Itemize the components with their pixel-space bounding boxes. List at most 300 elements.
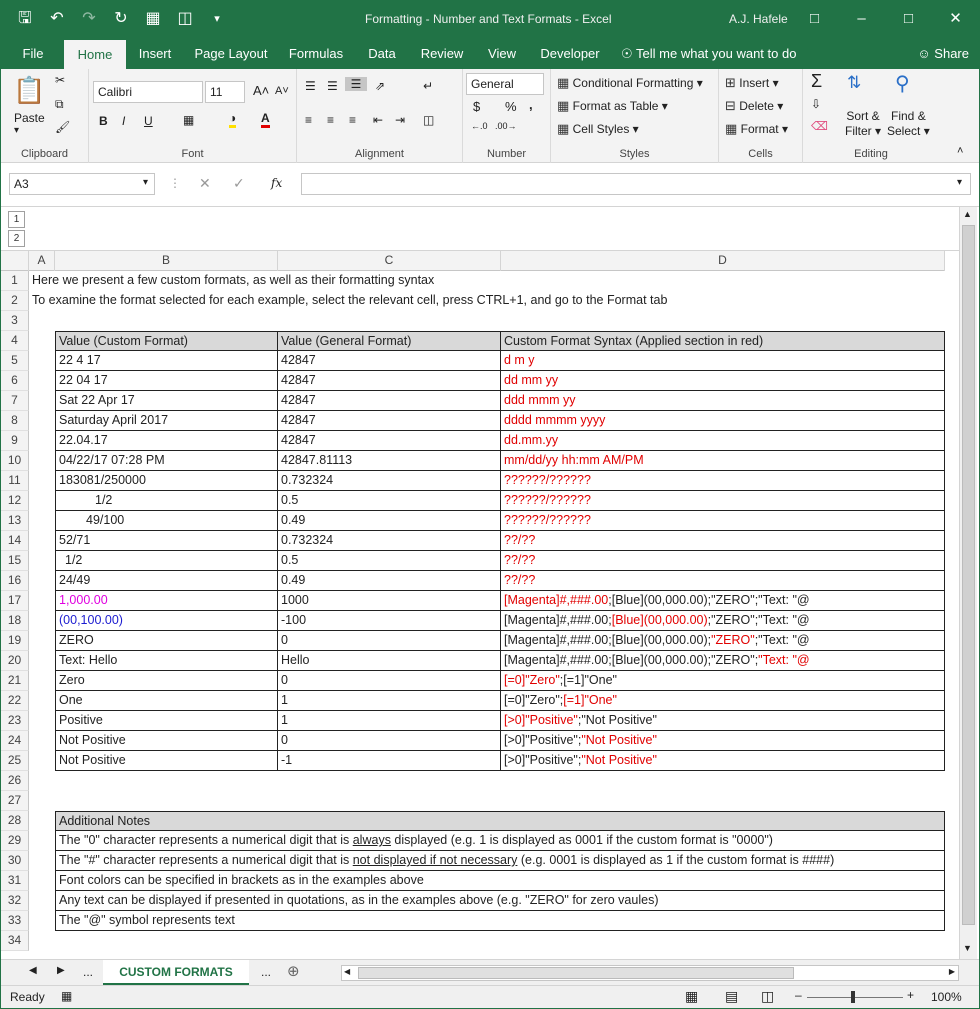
cell-c23[interactable]: 1: [278, 711, 501, 731]
row-header[interactable]: 20: [1, 651, 29, 671]
decrease-decimal-icon[interactable]: .00→: [495, 121, 517, 131]
format-cells-icon: ▦: [725, 121, 738, 136]
minimize-icon[interactable]: –: [857, 10, 866, 27]
cell-b18[interactable]: [55, 611, 278, 631]
syntax-segment: ;"ZERO";"Text: "@: [707, 613, 810, 627]
zoom-slider[interactable]: [807, 997, 903, 998]
paste-icon[interactable]: 📋: [13, 75, 46, 105]
cell-d18[interactable]: [501, 611, 945, 631]
bold-button[interactable]: B: [99, 114, 108, 128]
cell-value: 1/2: [95, 493, 113, 507]
tab-home[interactable]: Home: [64, 39, 126, 69]
macro-record-icon[interactable]: ▦: [61, 989, 73, 1003]
status-ready: Ready: [10, 990, 45, 1004]
user-name[interactable]: A.J. Hafele: [729, 12, 788, 26]
align-left-icon[interactable]: ≡: [305, 113, 313, 127]
cell-d15[interactable]: ??/??: [501, 551, 945, 571]
cell-d12[interactable]: ??????/??????: [501, 491, 945, 511]
find-label: Find &: [891, 109, 926, 123]
delete-cells-label: Delete: [739, 99, 774, 113]
undo-icon[interactable]: ↶: [50, 10, 64, 27]
format-cells-button[interactable]: ▦ Format ▾: [725, 121, 789, 136]
worksheet: [1, 207, 979, 959]
tab-review[interactable]: Review: [420, 46, 464, 61]
paste-button[interactable]: Paste: [14, 111, 45, 125]
editing-group: [803, 69, 939, 163]
redo-icon[interactable]: ↷: [82, 10, 96, 27]
formula-bar: [1, 163, 979, 207]
cell-b13[interactable]: [55, 511, 278, 531]
increase-decimal-icon[interactable]: ←.0: [471, 121, 488, 131]
cell-value: Text: Hello: [59, 653, 118, 667]
cell-d19[interactable]: [501, 631, 945, 651]
horizontal-scroll-thumb[interactable]: [358, 967, 794, 979]
tab-page-layout[interactable]: Page Layout: [194, 46, 268, 61]
row-header[interactable]: 4: [1, 331, 29, 351]
form-icon[interactable]: ▦: [145, 10, 161, 27]
cell-b4[interactable]: [55, 331, 278, 351]
syntax-segment: "Text: "@: [758, 653, 810, 667]
alignment-group: [297, 69, 463, 163]
cells-group: [719, 69, 803, 163]
sheet-tab-bar: [1, 959, 979, 985]
cell-c9[interactable]: 42847: [278, 431, 501, 451]
orientation-icon[interactable]: ⇗: [375, 79, 386, 93]
note-segment: The "0" character represents a numerical digit that is: [59, 833, 353, 847]
cell-c11[interactable]: 0.732324: [278, 471, 501, 491]
window-controls: [791, 1, 979, 39]
cell-value: (00,100.00): [59, 613, 123, 627]
column-headers: [1, 251, 945, 271]
format-as-table-label: Format as Table: [572, 99, 659, 113]
outline-bar: [1, 207, 959, 251]
row-header[interactable]: 11: [1, 471, 29, 491]
person-icon: ☺: [917, 46, 935, 61]
fill-color-icon[interactable]: ◑: [229, 111, 236, 128]
clipboard-group: [1, 69, 89, 163]
middle-align-icon[interactable]: ☰: [327, 79, 338, 93]
tell-me-box[interactable]: [621, 39, 801, 69]
cell-value: Saturday April 2017: [59, 413, 169, 427]
format-as-table-button[interactable]: ▦ Format as Table ▾: [557, 98, 668, 113]
cell-c19[interactable]: 0: [278, 631, 501, 651]
name-box[interactable]: A3: [9, 173, 155, 195]
customize-qat-icon[interactable]: ▾: [214, 13, 220, 25]
syntax-segment: [>0]"Positive": [504, 713, 578, 727]
sort-label: Sort &: [846, 109, 880, 123]
row-header[interactable]: 7: [1, 391, 29, 411]
cells-label: Cells: [748, 148, 773, 160]
delete-cells-button[interactable]: ⊟ Delete ▾: [725, 98, 784, 113]
conditional-formatting-icon: ▦: [557, 75, 570, 90]
comma-style-button[interactable]: ,: [529, 97, 533, 112]
cell-value: 22.04.17: [59, 433, 108, 447]
row-header[interactable]: 18: [1, 611, 29, 631]
ribbon-display-icon[interactable]: □: [809, 10, 820, 27]
cell-value: Positive: [59, 713, 103, 727]
cell-value: ZERO: [59, 633, 94, 647]
cell-styles-icon: ▦: [557, 121, 570, 136]
row-header[interactable]: 5: [1, 351, 29, 371]
cell-c17[interactable]: 1000: [278, 591, 501, 611]
decrease-font-icon[interactable]: A˅: [275, 85, 289, 97]
cell-value: One: [59, 693, 83, 707]
cell-c5[interactable]: 42847: [278, 351, 501, 371]
column-header-a[interactable]: A: [29, 251, 55, 271]
row-header[interactable]: 26: [1, 771, 29, 791]
decrease-indent-icon[interactable]: ⇤: [373, 113, 384, 127]
row-header[interactable]: 2: [1, 291, 29, 311]
cell-b12[interactable]: [55, 491, 278, 511]
row-header[interactable]: 25: [1, 751, 29, 771]
syntax-segment: ;[Blue](00,000.00);"ZERO";"Text: "@: [608, 593, 810, 607]
cell-b31[interactable]: Font colors can be specified in brackets as in the examples above: [55, 871, 945, 891]
row-header[interactable]: 24: [1, 731, 29, 751]
row-header[interactable]: 34: [1, 931, 29, 951]
zoom-slider-thumb[interactable]: [851, 991, 855, 1003]
row-header[interactable]: 27: [1, 791, 29, 811]
cell-value: Value (Custom Format): [59, 334, 188, 348]
cell-b24[interactable]: [55, 731, 278, 751]
row-header[interactable]: 30: [1, 851, 29, 871]
cell-c18[interactable]: -100: [278, 611, 501, 631]
accounting-format-button[interactable]: $: [473, 99, 481, 114]
row-header[interactable]: 32: [1, 891, 29, 911]
merge-center-icon[interactable]: ◫: [423, 113, 435, 127]
share-label: Share: [934, 46, 969, 61]
horizontal-scrollbar[interactable]: [341, 965, 959, 981]
fill-icon[interactable]: ⇩: [811, 97, 822, 111]
save-icon[interactable]: 🖫: [18, 10, 32, 27]
cell-d9[interactable]: dd.mm.yy: [501, 431, 945, 451]
ribbon-tabs: [1, 39, 979, 69]
font-size-select[interactable]: 11: [205, 81, 245, 103]
tab-insert[interactable]: Insert: [138, 46, 172, 61]
cell-b25[interactable]: [55, 751, 278, 771]
cell-b32[interactable]: Any text can be displayed if presented in quotations, as in the examples above (e.g. "ZERO" for zero vaules): [55, 891, 945, 911]
cell-b15[interactable]: [55, 551, 278, 571]
row-header[interactable]: 29: [1, 831, 29, 851]
more-icon: ⋮: [169, 176, 181, 190]
outline-level-2-button[interactable]: 2: [8, 230, 25, 247]
cell-d21[interactable]: [501, 671, 945, 691]
cell-b9[interactable]: [55, 431, 278, 451]
cell-d5[interactable]: d m y: [501, 351, 945, 371]
underline-button[interactable]: U: [144, 114, 153, 128]
cell-d16[interactable]: ??/??: [501, 571, 945, 591]
clear-icon[interactable]: ⌫: [811, 119, 828, 133]
add-sheet-icon[interactable]: ⊕: [287, 963, 300, 980]
copy-icon[interactable]: ⧉: [55, 97, 64, 111]
syntax-segment: [=0]"Zero";: [504, 693, 564, 707]
find-select-icon[interactable]: ⚲: [895, 73, 910, 95]
more-sheets-left[interactable]: ...: [83, 965, 94, 979]
row-header[interactable]: 9: [1, 431, 29, 451]
cell-d4[interactable]: Custom Format Syntax (Applied section in red): [501, 331, 945, 351]
zoom-in-icon[interactable]: +: [907, 988, 915, 1002]
syntax-segment: ;"Text: "@: [754, 633, 810, 647]
row-header[interactable]: 16: [1, 571, 29, 591]
page-break-view-icon[interactable]: ◫: [761, 988, 775, 1004]
cell-value: Sat 22 Apr 17: [59, 393, 135, 407]
cell-value: 183081/250000: [59, 473, 146, 487]
cell-value: 22 04 17: [59, 373, 108, 387]
scroll-left-icon[interactable]: ◀: [344, 967, 351, 976]
cell-c24[interactable]: 0: [278, 731, 501, 751]
status-bar: [1, 985, 979, 1009]
more-sheets-right[interactable]: ...: [261, 965, 272, 979]
syntax-segment: [=1]"One": [563, 693, 617, 707]
cell-c7[interactable]: 42847: [278, 391, 501, 411]
font-name-select[interactable]: Calibri: [93, 81, 203, 103]
ribbon: [1, 69, 979, 163]
row-header[interactable]: 14: [1, 531, 29, 551]
delete-cells-icon: ⊟: [725, 98, 736, 113]
tab-view[interactable]: View: [488, 46, 516, 61]
syntax-segment: "Not Positive": [581, 753, 657, 767]
cell-b33[interactable]: The "@" symbol represents text: [55, 911, 945, 931]
row-header[interactable]: 19: [1, 631, 29, 651]
syntax-segment: "Not Positive": [581, 733, 657, 747]
cell-d7[interactable]: ddd mmm yy: [501, 391, 945, 411]
tab-file[interactable]: File: [22, 46, 44, 61]
scroll-down-icon[interactable]: ▼: [963, 943, 972, 953]
cell-b29[interactable]: [55, 831, 945, 851]
share-button[interactable]: [917, 39, 969, 69]
row-header[interactable]: 17: [1, 591, 29, 611]
editing-label: Editing: [854, 148, 888, 160]
syntax-segment: [=0]"Zero": [504, 673, 560, 687]
row-header[interactable]: 6: [1, 371, 29, 391]
italic-button[interactable]: I: [122, 114, 126, 128]
align-center-icon[interactable]: ≡: [327, 113, 335, 127]
vertical-scrollbar[interactable]: [959, 207, 977, 959]
collapse-ribbon-icon[interactable]: ˄: [957, 145, 964, 157]
cell-d24[interactable]: [501, 731, 945, 751]
cell-value: 24/49: [59, 573, 91, 587]
cell-b8[interactable]: [55, 411, 278, 431]
insert-cells-button[interactable]: ⊞ Insert ▾: [725, 75, 779, 90]
cell-c14[interactable]: 0.732324: [278, 531, 501, 551]
vertical-scroll-thumb[interactable]: [962, 225, 975, 925]
cell-c4[interactable]: Value (General Format): [278, 331, 501, 351]
tab-formulas[interactable]: Formulas: [288, 46, 344, 61]
format-cells-label: Format: [740, 122, 779, 136]
borders-icon[interactable]: ▦: [183, 113, 195, 127]
percent-style-button[interactable]: %: [505, 99, 517, 114]
cell-value: 1,000.00: [59, 593, 108, 607]
row-header[interactable]: 12: [1, 491, 29, 511]
cell-value: Not Positive: [59, 753, 126, 767]
row-header[interactable]: 3: [1, 311, 29, 331]
cell-value: Not Positive: [59, 733, 126, 747]
align-right-icon[interactable]: ≡: [349, 113, 357, 127]
sort-filter-button[interactable]: Sort & Filter ▾: [845, 109, 882, 138]
outline-level-1-button[interactable]: 1: [8, 211, 25, 228]
cell-d22[interactable]: [501, 691, 945, 711]
table-icon: ▦: [557, 98, 570, 113]
syntax-segment: [Magenta]#,###.00;[Blue](00,000.00);: [504, 633, 712, 647]
tab-developer[interactable]: Developer: [540, 46, 600, 61]
cell-b20[interactable]: [55, 651, 278, 671]
cell-b14[interactable]: [55, 531, 278, 551]
number-label: Number: [486, 148, 527, 160]
font-label: Font: [181, 148, 204, 160]
cell-c15[interactable]: 0.5: [278, 551, 501, 571]
bottom-align-icon[interactable]: ☰: [345, 77, 367, 91]
cell-b6[interactable]: [55, 371, 278, 391]
cell-value: Zero: [59, 673, 85, 687]
zoom-level[interactable]: 100%: [931, 990, 962, 1004]
column-header-b[interactable]: B: [55, 251, 278, 271]
column-header-c[interactable]: C: [278, 251, 501, 271]
formula-input[interactable]: [301, 173, 971, 195]
cell-b28[interactable]: Additional Notes: [55, 811, 945, 831]
note-segment: (e.g. 0001 is displayed as 1 if the custom format is ####): [517, 853, 835, 867]
quick-access-toolbar: [15, 9, 227, 29]
increase-indent-icon[interactable]: ⇥: [395, 113, 406, 127]
wrap-text-icon[interactable]: ↵: [423, 79, 434, 93]
page-layout-view-icon[interactable]: ▤: [725, 988, 739, 1004]
lightbulb-icon: ☉: [621, 46, 637, 61]
cell-b7[interactable]: [55, 391, 278, 411]
cell-b22[interactable]: [55, 691, 278, 711]
cell-styles-label: Cell Styles: [572, 122, 630, 136]
syntax-segment: [Magenta]#,###.00: [504, 593, 609, 607]
confirm-entry-icon[interactable]: ✓: [233, 175, 245, 191]
cell-c21[interactable]: 0: [278, 671, 501, 691]
maximize-icon[interactable]: □: [903, 10, 914, 27]
conditional-formatting-button[interactable]: ▦ Conditional Formatting ▾: [557, 75, 703, 90]
syntax-segment: [Blue](00,000.00): [611, 613, 708, 627]
cell-b11[interactable]: [55, 471, 278, 491]
cell-b17[interactable]: [55, 591, 278, 611]
row-header[interactable]: 28: [1, 811, 29, 831]
cell-b10[interactable]: [55, 451, 278, 471]
cut-icon[interactable]: ✂: [55, 73, 66, 87]
note-segment: displayed (e.g. 1 is displayed as 0001 if the custom format is "0000"): [390, 833, 773, 847]
cancel-entry-icon[interactable]: ✕: [199, 175, 211, 191]
normal-view-icon[interactable]: ▦: [685, 988, 699, 1004]
row-header[interactable]: 33: [1, 911, 29, 931]
cell-b5[interactable]: [55, 351, 278, 371]
font-group: [89, 69, 297, 163]
close-icon[interactable]: ✕: [949, 10, 962, 27]
cell-c6[interactable]: 42847: [278, 371, 501, 391]
cell-b19[interactable]: [55, 631, 278, 651]
styles-label: Styles: [619, 148, 650, 160]
number-group: [463, 69, 551, 163]
cell-d17[interactable]: [501, 591, 945, 611]
insert-function-button[interactable]: fx: [271, 176, 283, 190]
next-sheet-icon[interactable]: ▶: [57, 965, 65, 976]
row-header[interactable]: 13: [1, 511, 29, 531]
cell-c10[interactable]: 42847.81113: [278, 451, 501, 471]
row-header[interactable]: 1: [1, 271, 29, 291]
syntax-segment: [>0]"Positive";: [504, 753, 582, 767]
row-header[interactable]: 31: [1, 871, 29, 891]
cell-value: 04/22/17 07:28 PM: [59, 453, 165, 467]
column-header-d[interactable]: D: [501, 251, 945, 271]
cell-d6[interactable]: dd mm yy: [501, 371, 945, 391]
refresh-icon[interactable]: ↻: [114, 10, 128, 27]
cell-c25[interactable]: -1: [278, 751, 501, 771]
tell-me-label: Tell me what you want to do: [636, 46, 797, 61]
styles-group: [551, 69, 719, 163]
sort-filter-icon[interactable]: ⇅: [847, 73, 862, 92]
row-header[interactable]: 22: [1, 691, 29, 711]
format-painter-icon[interactable]: 🖌: [55, 120, 71, 134]
row-header[interactable]: 10: [1, 451, 29, 471]
cell-c16[interactable]: 0.49: [278, 571, 501, 591]
cell-c12[interactable]: 0.5: [278, 491, 501, 511]
insert-cells-icon: ⊞: [725, 75, 736, 90]
tab-data[interactable]: Data: [368, 46, 396, 61]
row-header[interactable]: 15: [1, 551, 29, 571]
cell-d14[interactable]: ??/??: [501, 531, 945, 551]
zoom-out-icon[interactable]: –: [795, 988, 802, 1002]
prev-sheet-icon[interactable]: ◀: [29, 965, 37, 976]
cell-a2[interactable]: To examine the format selected for each example, select the relevant cell, press CTRL+1, and go to the Format tab: [32, 293, 668, 307]
name-box-dropdown-icon[interactable]: ▾: [143, 177, 149, 188]
paste-dropdown-icon[interactable]: ▾: [14, 125, 20, 136]
syntax-segment: [>0]"Positive";: [504, 733, 582, 747]
syntax-segment: "ZERO": [711, 633, 755, 647]
cell-d25[interactable]: [501, 751, 945, 771]
row-header[interactable]: 23: [1, 711, 29, 731]
cell-c20[interactable]: Hello: [278, 651, 501, 671]
cell-d13[interactable]: ??????/??????: [501, 511, 945, 531]
clipboard-label: Clipboard: [20, 148, 69, 160]
find-select-button[interactable]: Find & Select ▾: [887, 109, 930, 138]
expand-formula-icon[interactable]: ▾: [957, 177, 963, 188]
note-segment: The "#" character represents a numerical digit that is: [59, 853, 353, 867]
cell-styles-button[interactable]: ▦ Cell Styles ▾: [557, 121, 639, 136]
cell-d11[interactable]: ??????/??????: [501, 471, 945, 491]
cell-d8[interactable]: dddd mmmm yyyy: [501, 411, 945, 431]
cell-c22[interactable]: 1: [278, 691, 501, 711]
row-header[interactable]: 21: [1, 671, 29, 691]
cell-b30[interactable]: [55, 851, 945, 871]
cell-d10[interactable]: mm/dd/yy hh:mm AM/PM: [501, 451, 945, 471]
alignment-label: Alignment: [355, 148, 404, 160]
cell-a1[interactable]: Here we present a few custom formats, as well as their formatting syntax: [32, 273, 435, 287]
row-header[interactable]: 8: [1, 411, 29, 431]
syntax-segment: ;"Not Positive": [577, 713, 657, 727]
font-color-icon[interactable]: A: [261, 111, 270, 128]
cell-b16[interactable]: [55, 571, 278, 591]
cell-b23[interactable]: [55, 711, 278, 731]
increase-font-icon[interactable]: A˄: [253, 83, 270, 98]
select-label: Select: [887, 124, 921, 138]
autosum-icon[interactable]: Σ: [811, 71, 823, 91]
note-segment: not displayed if not necessary: [352, 853, 518, 867]
cell-d23[interactable]: [501, 711, 945, 731]
select-all-corner[interactable]: [1, 251, 29, 271]
scroll-right-icon[interactable]: ▶: [948, 967, 955, 976]
sheet-tab-custom-formats[interactable]: CUSTOM FORMATS: [103, 960, 249, 985]
number-format-select[interactable]: General: [466, 73, 544, 95]
cell-c13[interactable]: 0.49: [278, 511, 501, 531]
cell-d20[interactable]: [501, 651, 945, 671]
cell-c8[interactable]: 42847: [278, 411, 501, 431]
scroll-up-icon[interactable]: ▲: [963, 209, 972, 219]
print-preview-icon[interactable]: ◫: [177, 10, 193, 27]
top-align-icon[interactable]: ☰: [305, 79, 316, 93]
conditional-formatting-label: Conditional Formatting: [572, 76, 694, 90]
cell-b21[interactable]: [55, 671, 278, 691]
cell-value: 1/2: [65, 553, 83, 567]
